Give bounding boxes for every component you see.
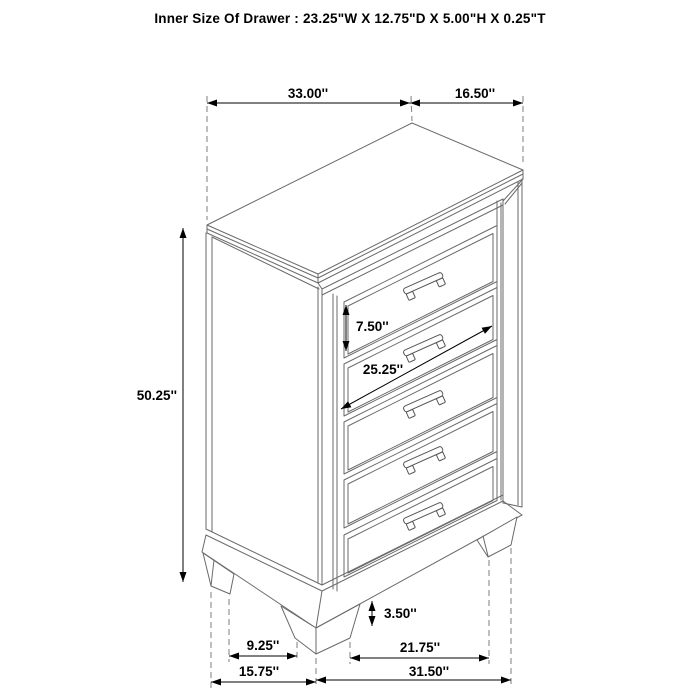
back-right-edge	[518, 179, 522, 507]
left-stile-bead	[333, 294, 337, 591]
top-bevel-left-front	[212, 237, 322, 289]
chest-drawing	[202, 123, 523, 654]
diagram-title: Inner Size Of Drawer : 23.25"W X 12.75"D X 5.00"H X 0.25"T	[154, 11, 546, 26]
dim-label-side-foot-inset: 9.25''	[246, 638, 280, 653]
right-stile	[497, 199, 503, 503]
front-left-corner-edge	[318, 287, 322, 585]
dim-label-base-width: 31.50''	[408, 664, 450, 679]
dim-label-top-depth: 16.50''	[454, 86, 496, 101]
dim-label-foot-height: 3.50''	[384, 606, 417, 621]
dim-label-overall-height: 50.25''	[136, 388, 177, 403]
dim-label-drawer-front-width: 25.25''	[362, 362, 404, 377]
dim-label-front-feet-spacing: 21.75''	[399, 640, 441, 655]
dim-label-base-depth: 15.75''	[238, 664, 280, 679]
front-leg	[281, 604, 360, 654]
dim-label-top-width: 33.00''	[287, 86, 329, 101]
left-side-panel	[206, 233, 322, 585]
ext-top-middle	[411, 96, 412, 121]
left-leg	[203, 553, 234, 594]
dim-label-drawer-front-height: 7.50''	[356, 319, 389, 334]
